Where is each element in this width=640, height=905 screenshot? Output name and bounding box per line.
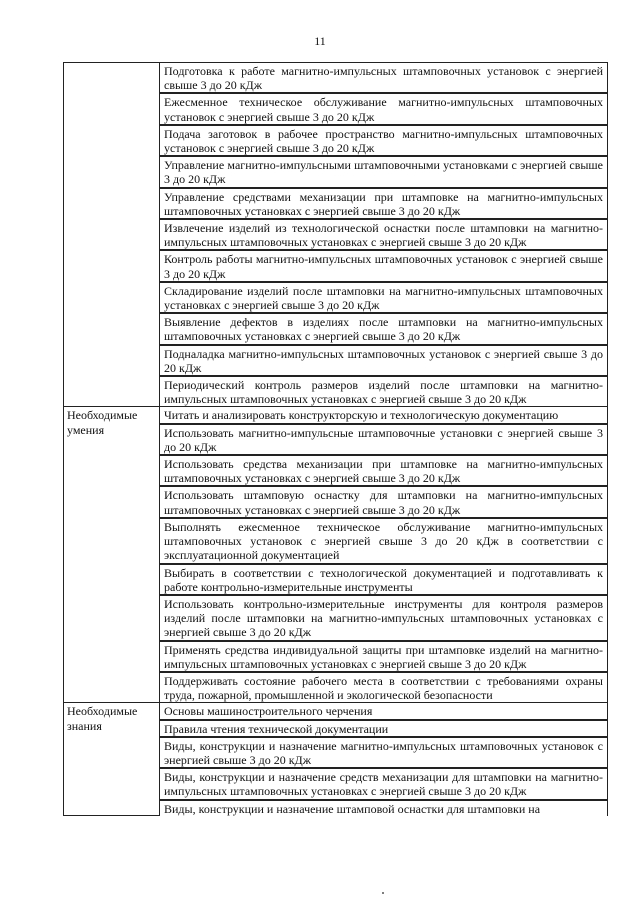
requirement-item: Поддерживать состояние рабочего места в соответствии с требованиями охраны труда, пожарной, промышленной и экологической безопасности [160, 672, 608, 703]
table-row [64, 63, 608, 94]
requirement-item: Использовать средства механизации при штамповке на магнитно-импульсных штамповочных установках с энергией свыше 3 до 20 кДж [160, 455, 608, 486]
page-number: 11 [314, 34, 326, 48]
section-label: Необходимые умения [64, 407, 160, 703]
requirement-item: Виды, конструкции и назначение штамповой оснастки для штамповки на [160, 800, 608, 816]
requirement-item: Выполнять ежесменное техническое обслуживание магнитно-импульсных штамповочных установок с энергией свыше 3 до 20 кДж в соответствии с эксплуатационной документацией [160, 518, 608, 564]
section-label: Необходимые знания [64, 703, 160, 816]
requirement-item: Читать и анализировать конструкторскую и технологическую документацию [160, 407, 608, 424]
requirement-item: Складирование изделий после штамповки на магнитно-импульсных штамповочных установках с энергией свыше 3 до 20 кДж [160, 282, 608, 313]
requirement-item: Использовать магнитно-импульсные штамповочные установки с энергией свыше 3 до 20 кДж [160, 424, 608, 455]
scan-speck [382, 892, 384, 894]
requirement-item: Виды, конструкции и назначение магнитно-импульсных штамповочных установок с энергией свыше 3 до 20 кДж [160, 737, 608, 768]
requirement-item: Извлечение изделий из технологической оснастки после штамповки на магнитно-импульсных штамповочных установках с энергией свыше 3 до 20 кДж [160, 219, 608, 250]
requirement-item: Использовать штамповую оснастку для штамповки на магнитно-импульсных штамповочных установках с энергией свыше 3 до 20 кДж [160, 486, 608, 517]
requirement-item: Применять средства индивидуальной защиты при штамповке изделий на магнитно-импульсных штамповочных установках с энергией свыше 3 до 20 кДж [160, 641, 608, 672]
requirements-table [63, 62, 608, 816]
requirement-item: Периодический контроль размеров изделий после штамповки на магнитно-импульсных штамповочных установках с энергией свыше 3 до 20 кДж [160, 376, 608, 407]
requirement-item: Подготовка к работе магнитно-импульсных штамповочных установок с энергией свыше 3 до 20 кДж [160, 63, 608, 94]
table-row [64, 407, 608, 424]
requirement-item: Основы машиностроительного черчения [160, 703, 608, 720]
requirement-item: Выявление дефектов в изделиях после штамповки на магнитно-импульсных штамповочных установках с энергией свыше 3 до 20 кДж [160, 313, 608, 344]
requirement-item: Подача заготовок в рабочее пространство магнитно-импульсных штамповочных установок с энергией свыше 3 до 20 кДж [160, 125, 608, 156]
section-label [64, 63, 160, 407]
requirement-item: Подналадка магнитно-импульсных штамповочных установок с энергией свыше 3 до 20 кДж [160, 345, 608, 376]
requirement-item: Правила чтения технической документации [160, 720, 608, 737]
requirement-item: Использовать контрольно-измерительные инструменты для контроля размеров изделий после штамповки на магнитно-импульсных штамповочных установках с энергией свыше 3 до 20 кДж [160, 595, 608, 641]
requirement-item: Управление средствами механизации при штамповке на магнитно-импульсных штамповочных установках с энергией свыше 3 до 20 кДж [160, 188, 608, 219]
requirement-item: Управление магнитно-импульсными штамповочными установками с энергией свыше 3 до 20 кДж [160, 156, 608, 187]
requirement-item: Выбирать в соответствии с технологической документацией и подготавливать к работе контрольно-измерительные инструменты [160, 564, 608, 595]
requirement-item: Виды, конструкции и назначение средств механизации для штамповки на магнитно-импульсных штамповочных установках с энергией свыше 3 до 20 кДж [160, 768, 608, 799]
table-row [64, 703, 608, 720]
requirement-item: Ежесменное техническое обслуживание магнитно-импульсных штамповочных установок с энергией свыше 3 до 20 кДж [160, 93, 608, 124]
requirement-item: Контроль работы магнитно-импульсных штамповочных установок с энергией свыше 3 до 20 кДж [160, 250, 608, 281]
